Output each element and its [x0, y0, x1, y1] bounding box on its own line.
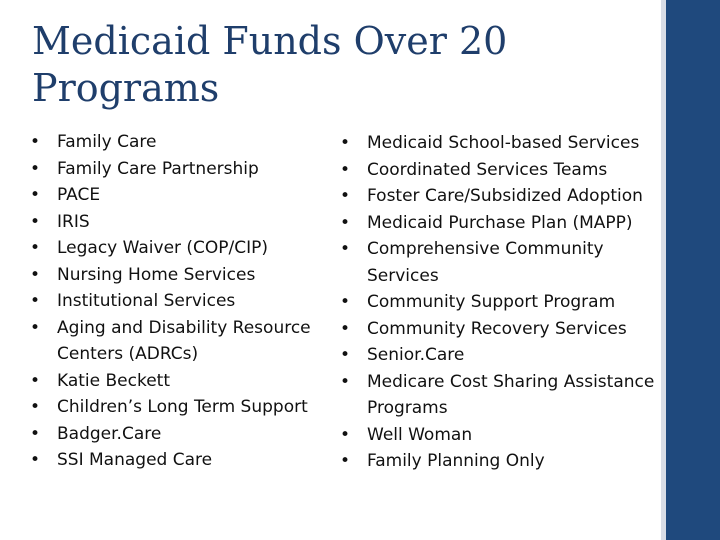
list-item-label: Coordinated Services Teams [367, 159, 608, 180]
list-item [30, 129, 330, 156]
list-item-label: Community Support Program [367, 292, 616, 312]
bullet-icon: • [30, 450, 41, 470]
list-item-label: PACE [57, 185, 101, 205]
bullet-icon: • [340, 133, 351, 153]
list-item-label: SSI Managed Care [57, 450, 213, 470]
list-item-label: Nursing Home Services [57, 264, 256, 285]
list-item-label: Comprehensive Community Services [367, 239, 604, 286]
list-item [30, 394, 330, 421]
list-item [340, 210, 660, 237]
list-item [340, 369, 660, 422]
list-item [30, 368, 330, 395]
list-item-label: Senior.Care [367, 345, 465, 365]
list-item-label: Legacy Waiver (COP/CIP) [57, 238, 269, 258]
bullet-icon: • [30, 185, 41, 205]
list-item [340, 130, 660, 157]
list-item-label: Badger.Care [57, 423, 162, 444]
accent-side-bar [666, 0, 720, 540]
list-item-label: Family Care [57, 132, 157, 152]
list-item [30, 288, 330, 315]
list-item [340, 157, 660, 184]
bullet-icon: • [30, 317, 41, 338]
bullet-icon: • [30, 291, 41, 311]
right-program-list [340, 130, 660, 475]
list-item [30, 262, 330, 289]
bullet-icon: • [30, 238, 41, 258]
list-item [30, 447, 330, 474]
list-item [340, 448, 660, 475]
bullet-icon: • [30, 397, 41, 417]
bullet-icon: • [340, 239, 351, 259]
bullet-icon: • [340, 159, 351, 180]
list-item-label: Well Woman [367, 424, 473, 445]
list-item [30, 235, 330, 262]
list-item-label: Foster Care/Subsidized Adoption [367, 186, 643, 206]
list-item [340, 236, 660, 289]
list-item [340, 183, 660, 210]
list-item [340, 316, 660, 343]
list-item [30, 315, 330, 368]
bullet-icon: • [340, 318, 351, 339]
list-item-label: Medicare Cost Sharing Assistance Programs [367, 371, 655, 418]
list-item [30, 156, 330, 183]
list-item-label: Family Planning Only [367, 451, 545, 471]
bullet-icon: • [30, 370, 41, 391]
bullet-icon: • [340, 451, 351, 471]
bullet-icon: • [340, 212, 351, 233]
bullet-icon: • [340, 292, 351, 312]
list-item-label: Medicaid School-based Services [367, 133, 640, 153]
slide-title: Medicaid Funds Over 20 Programs [32, 19, 508, 110]
list-item-label: Children’s Long Term Support [57, 397, 308, 417]
bullet-icon: • [340, 345, 351, 365]
list-item-label: IRIS [57, 211, 90, 232]
bullet-icon: • [340, 186, 351, 206]
bullet-icon: • [340, 371, 351, 392]
bullet-icon: • [30, 264, 41, 285]
list-item-label: Medicaid Purchase Plan (MAPP) [367, 212, 633, 233]
bullet-icon: • [30, 158, 41, 179]
left-program-list [30, 129, 330, 474]
bullet-icon: • [340, 424, 351, 445]
list-item-label: Community Recovery Services [367, 318, 627, 339]
list-item-label: Katie Beckett [57, 370, 171, 391]
list-item [30, 421, 330, 448]
bullet-icon: • [30, 132, 41, 152]
bullet-icon: • [30, 423, 41, 444]
list-item [30, 209, 330, 236]
list-item [30, 182, 330, 209]
list-item [340, 422, 660, 449]
list-item-label: Aging and Disability Resource Centers (ADRCs) [57, 317, 311, 364]
list-item-label: Family Care Partnership [57, 158, 259, 179]
list-item [340, 342, 660, 369]
list-item [340, 289, 660, 316]
list-item-label: Institutional Services [57, 291, 236, 311]
bullet-icon: • [30, 211, 41, 232]
